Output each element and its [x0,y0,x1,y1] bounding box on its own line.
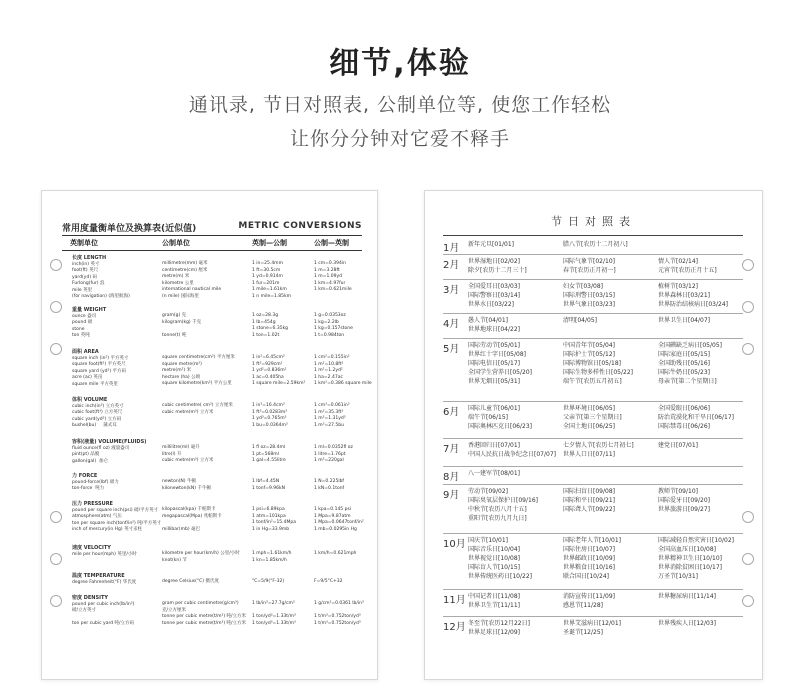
imp-to-metric: 1 oz=28.3g 1 lb=454g 1 stone=6.35kg 1 ton=1.02t [252,313,289,338]
festival-col-2: 中国青年节[05/04] 国际护士节[05/12] 国际博物馆日[05/18] 国际生物多样性日[05/22] 端午节[农历五月初五] [563,342,633,385]
festival-col-1: 中国记者日[11/08] 世界卫生节[11/11] [468,593,520,609]
festival-col-3: 全国碘缺乏病日[05/05] 国际家庭日[05/15] 全国助残日[05/16] 国际牛奶日[05/23] 母亲节[第二个星期日] [658,342,722,385]
imp-to-metric: 1 fl oz=28.4ml 1 pt=568ml 1 gal=4.55litre [252,445,286,463]
festival-col-3: 世界糖尿病日[11/14] [658,593,716,600]
month-label: 8月 [443,472,460,483]
month-row-jan [443,237,743,255]
section-label: 面积 AREA [72,349,99,355]
binder-hole-1 [742,259,754,271]
month-label: 6月 [443,407,460,418]
festival-col-1: 国际劳动节[05/01] 世界红十字日[05/08] 国际电信日[05/17] 全国学生营养日[05/20] 世界无烟日[05/31] [468,342,532,385]
calendar-title: 节日对照表 [551,215,636,228]
imp-to-metric: 1 in³=16.4cm³ 1 ft³=0.0283m³ 1 yd³=0.765m³ 1 bu=0.0364m³ [252,403,288,428]
section-length [62,255,362,299]
section-temperature [62,573,362,587]
imperial-units: pound per square inch(psi) 磅/平方英寸 atmosphere(atm) 气压 ton per square inch(tonf/in²) 吨/平方英寸 inch of mercury(in Hg) 英寸汞柱 [72,507,162,532]
month-label: 10月 [443,539,466,550]
binder-hole-3 [742,343,754,355]
metric-units: gram(g) 克 kilogram(kg) 千克 tonne(t) 吨 [162,313,202,338]
section-label: 温度 TEMPERATURE [72,573,125,579]
festival-col-1: 八一建军节[08/01] [468,470,520,477]
section-label: 体积 VOLUME [72,397,108,403]
festival-col-1: 愚人节[04/01] 世界地球日[04/22] [468,317,520,333]
festival-col-2: 世界环境日[06/05] 父亲节[第三个星期日] 全国土地日[06/25] [563,405,622,430]
month-label: 11月 [443,595,466,606]
binder-hole-2 [742,301,754,313]
metric-units: newton(N) 牛顿 kilonewton(kN) 千牛顿 [162,479,211,491]
festival-col-3: 国际减轻自然灾害日[10/02] 全国高血压日[10/08] 世界精神卫生日[10/10] 世界消除贫困日[10/17] 万圣节[10/31] [658,537,734,580]
festival-col-3: 世界卫生日[04/07] [658,317,710,324]
section-label: 速度 VELOCITY [72,545,111,551]
festival-col-2: 七夕情人节[农历七月初七] 世界人口日[07/11] [563,442,634,458]
metric-units: millilitre(ml) 毫升 litre(l) 升 cubic metre(m³) 立方米 [162,445,214,463]
month-label: 5月 [443,344,460,355]
month-row-mar [443,279,743,314]
festival-col-2: 国际老年人节[10/01] 国际住房日[10/07] 世界邮政日[10/09] 世界粮食日[10/16] 联合国日[10/24] [563,537,621,580]
month-row-oct [443,533,743,590]
festival-col-2: 腊八节[农历十二月初八] [563,241,628,248]
festival-col-1: 全国爱耳日[03/03] 国际警察日[03/14] 世界水日[03/22] [468,283,520,308]
festival-col-2: 消防宣传日[11/09] 感恩节[11/28] [563,593,615,609]
metric-units: kilometre per hour(km/h) 公里/小时 knot(kn) 节 [162,551,240,563]
imp-to-metric: °C=5/9(°F-32) [252,579,285,584]
binder-hole-6 [50,595,62,607]
column-header-imp-to-metric: 英制—公制 [252,239,287,247]
imperial-units: fluid ounce(fl oz) 液量盎司 pint(pt) 品脱 gallon(gal) 加仑 [72,445,130,464]
festival-col-3: 植树节[03/12] 世界森林日[03/21] 世界防治结核病日[03/24] [658,283,728,308]
month-row-may [443,338,743,402]
metric-to-imp: 1 kpa=0.145 psi 1 Mpa=9.87atm 1 Mpa=0.0647tonf/in² 1 mb=0.0295in Hg [314,507,364,532]
festival-col-3: 世界残疾人日[12/03] [658,620,716,627]
metric-units: millimetre(mm) 毫米 centimetre(cm) 厘米 metre(m) 米 kilometre 公里 international nautical mile (n mile) 国际海里 [162,261,222,299]
month-row-jul [443,438,743,467]
metric-to-imp: F=9/5°C+32 [314,579,343,584]
binder-hole-3 [50,343,62,355]
binder-hole-5 [50,553,62,565]
festival-col-1: 冬至节[农历12月22日] 世界足球日[12/09] [468,620,530,636]
month-row-apr [443,313,743,339]
metric-to-imp: 1 ml=0.0352fl oz 1 litre=1.76pt 1 m³=220gal [314,445,353,463]
festival-col-2: 国际扫盲日[09/08] 国际和平日[09/21] 国际聋人节[09/22] [563,488,615,513]
imperial-units: pound per cubic inch(lb/in³) 磅/立方英寸 ton per cubic yard 吨/立方码 [72,601,135,626]
conversion-title-cn: 常用度量衡单位及换算表(近似值) [62,224,197,234]
column-header-metric: 公制单位 [162,239,190,247]
section-label: 重量 WEIGHT [72,307,107,313]
metric-to-imp: 1 cm²=0.155in² 1 m²=10.8ft² 1 m²=1.2yd² 1 ha=2.47ac 1 km²=0.386 square mile [314,355,372,386]
festival-col-2: 世界艾滋病日[12/01] 圣诞节[12/25] [563,620,621,636]
festival-col-1: 香港回归日[07/01] 中国人民抗日战争纪念日[07/07] [468,442,556,458]
metric-to-imp: 1 N=0.225lbf 1 kN=0.1tonf [314,479,345,491]
section-area [62,349,372,387]
month-label: 9月 [443,490,460,501]
month-row-aug [443,466,743,485]
festival-col-1: 国际儿童节[06/01] 端午节[06/15] 国际奥林匹克日[06/23] [468,405,532,430]
metric-units: kilopascal(kpa) 千帕斯卡 megapascal(Mpa) 兆帕斯卡 millibar(mb) 毫巴 [162,507,222,532]
metric-to-imp: 1 g/cm³=0.0361 lb/in³ 1 t/m³=0.752ton/yd³ 1 t/m³=0.752ton/yd³ [314,601,364,626]
imp-to-metric: 1 psi=6.89kpa 1 atm=101kpa 1 tonf/in²=15.4Mpa 1 in Hg=33.9mb [252,507,296,532]
metric-units: degree Celsius(°C) 摄氏度 [162,579,219,584]
month-label: 4月 [443,319,460,330]
imperial-units: ounce 盎司 pound 磅 stone ton 英吨 [72,313,97,338]
metric-units: gram per cubic centimetre(g/cm³) 克/立方厘米 tonne per cubic metre(t/m³) 吨/立方米 tonne per cubic metre(t/m³) 吨/立方米 [162,601,247,626]
imperial-units: degree Fahrenheit(°F) 华氏度 [72,579,137,585]
section-force [62,473,362,493]
page-title: 细节,体验 [329,46,471,81]
month-row-sep [443,484,743,534]
imp-to-metric: 1 in²=6.45cm² 1 ft²=929cm² 1 yd²=0.836m² 1 ac=0.405ha 1 square mile=2.59km² [252,355,306,386]
festival-col-3: 建党日[07/01] [658,442,698,449]
section-label: 长度 LENGTH [72,255,107,261]
month-row-dec [443,616,743,643]
festival-col-1: 新年元旦[01/01] [468,241,514,248]
section-velocity [62,545,362,563]
binder-hole-5 [742,553,754,565]
subtitle-line-1: 通讯录, 节日对照表, 公制单位等, 使您工作轻松 [188,94,612,116]
month-row-nov [443,589,743,617]
metric-to-imp: 1 cm=0.394in 1 m=3.28ft 1 m=1.09yd 1 km=4.97fur 1 km=0.621mile [314,261,352,292]
calendar-top-rule [443,235,743,236]
metric-to-imp: 1 cm³=0.061in³ 1 m³=35.3ft³ 1 m³=1.31yd³ 1 m³=27.5bu [314,403,350,428]
month-row-jun [443,401,743,439]
festival-col-3: 教师节[09/10] 国际爱牙日[09/20] 世界旅游日[09/27] [658,488,710,513]
section-weight [62,307,362,339]
binder-hole-6 [742,595,754,607]
metric-units: cubic centimetre( cm³) 立方厘米 cubic metre(m³) 立方米 [162,403,233,415]
festival-col-3: 全国爱眼日[06/06] 防治荒漠化和干旱日[06/17] 国际禁毒日[06/26] [658,405,734,430]
section-density [62,595,362,629]
month-row-feb [443,254,743,280]
subtitle-line-2: 让你分分钟对它爱不释手 [289,128,510,150]
imperial-units: pound-force(lbf) 磅力 ton-force 吨力 [72,479,119,491]
column-header-metric-to-imp: 公制—英制 [314,239,349,247]
imperial-units: square inch (in²) 平方英寸 square foot(ft²) 平方英尺 square yard (yd²) 平方码 acre (ac) 英亩 square mile 平方英里 [72,355,129,387]
month-label: 7月 [443,444,460,455]
imp-to-metric: 1 lb/in³=27.7g/cm³ 1 ton/yd³=1.33t/m³ 1 ton/yd³=1.33t/m³ [252,601,296,626]
festival-col-3: 情人节[02/14] 元宵节[农历正月十五] [658,258,717,274]
conversion-column-headers [62,235,362,251]
section-label: 压力 PRESSURE [72,501,113,507]
conversion-title-en: METRIC CONVERSIONS [238,221,362,231]
imperial-units: mile per hour(mph) 英里/小时 [72,551,137,557]
section-label: 密度 DENSITY [72,595,108,601]
imperial-units: cubic inch(in³) 立方英寸 cubic foot(ft³) 立方英尺 cubic yard(yd³) 立方码 bushel(bu) 蒲式耳 [72,403,124,428]
binder-hole-2 [50,301,62,313]
section-pressure [62,501,362,535]
festival-col-2: 国际气象节[02/10] 春节[农历正月初一] [563,258,616,274]
section-volume-fluids [62,439,362,465]
metric-conversions-page [41,190,378,680]
imperial-units: inch(in) 英寸 foot(ft) 英尺 yard(yd) 码 Furlong(fur) 浪 mile 英里 (for navigation) (海里航海) [72,261,130,299]
column-header-imperial: 英制单位 [70,239,98,247]
festival-col-2: 清明[04/05] [563,317,597,324]
month-label: 3月 [443,285,460,296]
festival-col-1: 世界湿地日[02/02] 除夕[农历十二月三十] [468,258,527,274]
binder-hole-4 [50,511,62,523]
imp-to-metric: 1 mph=1.61km/h 1 kn=1.85km/h [252,551,292,563]
month-label: 1月 [443,243,460,254]
festival-col-1: 劳动节[09/02] 国际臭氧层保护日[09/16] 中秋节[农历八月十五] 重阳节[农历九月九日] [468,488,538,522]
section-label: 容积(液量) VOLUME(FLUIDS) [72,439,147,445]
section-label: 力 FORCE [72,473,98,479]
binder-hole-1 [50,259,62,271]
section-volume [62,397,362,429]
binder-hole-4 [742,511,754,523]
imp-to-metric: 1 in=25.4mm 1 ft=30.5cm 1 yd=0.914m 1 fur=201m 1 mile=1.61km 1 n mile=1.85km [252,261,292,299]
imp-to-metric: 1 lbf=4.45N 1 tonf=9.96kN [252,479,286,491]
festival-calendar-page [424,190,763,680]
month-label: 12月 [443,622,466,633]
festival-col-1: 国庆节[10/01] 国际音乐日[10/04] 世界视觉日[10/08] 国际盲人节[10/15] 世界传统医药日[10/22] [468,537,532,580]
metric-units: square centimetre(cm²) 平方厘米 square metre(m²) metre(m²) 米 hectare (ha) 公顷 square kilometre(km²) 平方公里 [162,355,235,386]
festival-col-2: 妇女节[03/08] 国际刑警日[03/15] 世界气象日[03/23] [563,283,615,308]
month-label: 2月 [443,260,460,271]
metric-to-imp: 1 g=0.0353oz 1 kg=2.2lb 1 kg=0.157stone 1 t=0.984ton [314,313,353,338]
metric-to-imp: 1 km/h=0.621mph [314,551,357,556]
